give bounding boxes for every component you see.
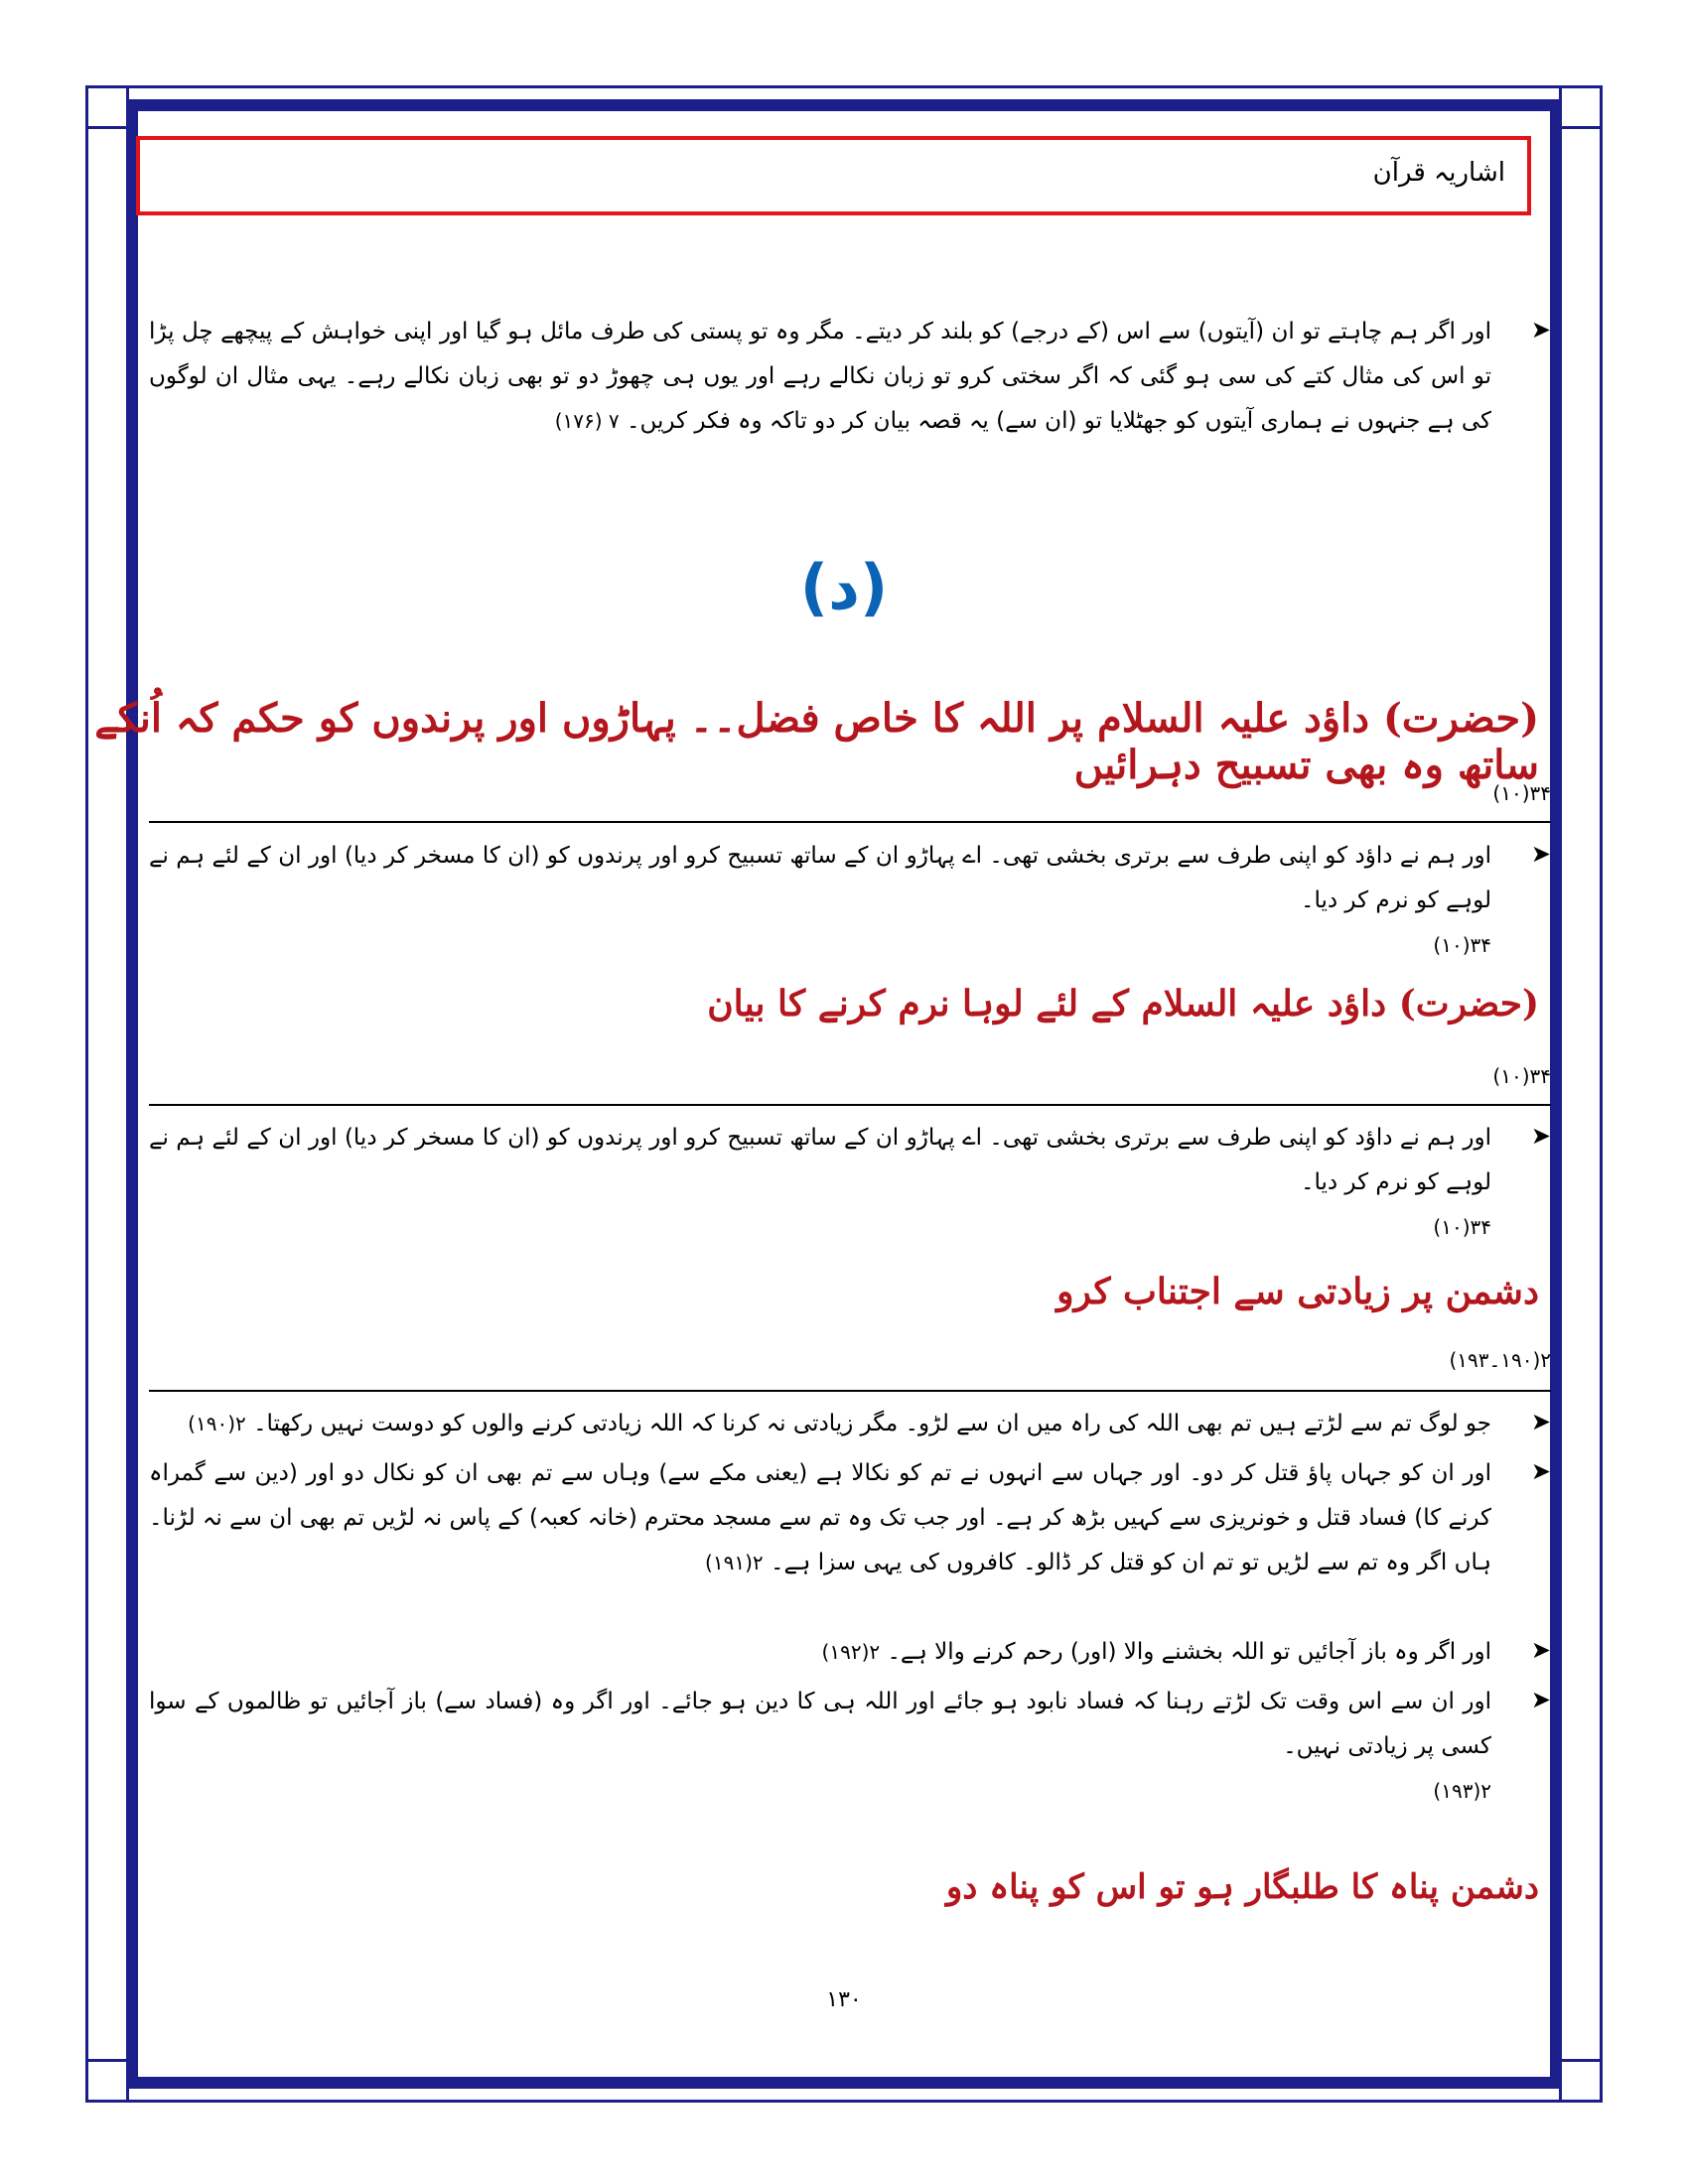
divider xyxy=(149,1390,1551,1392)
frame-corner-ornament xyxy=(1559,2059,1603,2103)
list-item xyxy=(149,1402,1551,1446)
header-title: اشاریہ قرآن xyxy=(1372,158,1505,188)
frame-corner-ornament xyxy=(1559,85,1603,129)
frame-corner-ornament xyxy=(85,2059,129,2103)
verse-ref: ۲(۱۹۰) xyxy=(188,1412,246,1435)
intro-block xyxy=(149,310,1551,444)
verse-ref: ۳۴(۱۰) xyxy=(1492,1064,1551,1088)
verse-ref: ۷ (۱۷۶) xyxy=(554,409,620,433)
bullet-arrow-icon: ➤ xyxy=(1530,1408,1551,1435)
item-text: جو لوگ تم سے لڑتے ہیں تم بھی اللہ کی راہ میں ان سے لڑو۔ مگر زیادتی نہ کرنا کہ اللہ زیادتی کرنے والوں کو دوست نہیں رکھتا۔ xyxy=(253,1411,1491,1436)
verse-ref: ۳۴(۱۰) xyxy=(1492,781,1551,805)
list-item xyxy=(149,834,1551,968)
verse-ref: ۲(۱۹۱) xyxy=(705,1551,764,1574)
section-ref-row xyxy=(149,1064,1551,1088)
section-heading: (حضرت) داؤد علیہ السلام پر اللہ کا خاص فضل۔۔ پہاڑوں اور پرندوں کو حکم کہ اُنکے ساتھ وہ بھی تسبیح دہرائیں xyxy=(94,695,1539,788)
verse-ref: ۲(۱۹۲) xyxy=(821,1640,881,1664)
section-letter: (د) xyxy=(799,551,889,623)
header-box xyxy=(136,136,1531,215)
bullet-arrow-icon: ➤ xyxy=(1530,1636,1551,1664)
bullet-arrow-icon: ➤ xyxy=(1530,840,1551,868)
section-ref-row xyxy=(149,1348,1551,1372)
bullet-arrow-icon: ➤ xyxy=(1530,1122,1551,1150)
bullet-arrow-icon: ➤ xyxy=(1530,1686,1551,1713)
intro-text: اور اگر ہم چاہتے تو ان (آیتوں) سے اس (کے درجے) کو بلند کر دیتے۔ مگر وہ تو پستی کی طرف مائل ہو گیا اور اپنی خواہش کے پیچھے چل پڑا تو اس کی مثال کتے کی سی ہو گئی کہ اگر سختی کرو تو زبان نکالے رہے اور یوں ہی چھوڑ دو تو بھی زبان نکالے رہے۔ یہی مثال ان لوگوں کی ہے جنہوں نے ہماری آیتوں کو جھٹلایا تو (ان سے) یہ قصہ بیان کر دو تاکہ وہ فکر کریں۔ ۷ (۱۷۶) xyxy=(149,319,1491,434)
bullet-arrow-icon: ➤ xyxy=(1530,316,1551,343)
section-ref-row xyxy=(149,781,1551,805)
divider xyxy=(149,821,1551,823)
item-text: اور ان کو جہاں پاؤ قتل کر دو۔ اور جہاں سے انہوں نے تم کو نکالا ہے (یعنی مکے سے) وہاں سے تم بھی ان کو نکال دو اور (دین سے گمراہ کرنے کا) فساد قتل و خونریزی سے کہیں بڑھ کر ہے۔ اور جب تک وہ تم سے مسجد محترم (خانہ کعبہ) کے پاس نہ لڑیں تم بھی ان سے نہ لڑنا۔ ہاں اگر وہ تم سے لڑیں تو تم ان کو قتل کر ڈالو۔ کافروں کی یہی سزا ہے۔ xyxy=(149,1460,1491,1575)
item-text: اور ہم نے داؤد کو اپنی طرف سے برتری بخشی تھی۔ اے پہاڑو ان کے ساتھ تسبیح کرو اور پرندوں کو (ان کا مسخر کر دیا) اور ان کے لئے ہم نے لوہے کو نرم کر دیا۔ xyxy=(149,1125,1491,1195)
list-item xyxy=(149,1451,1551,1585)
item-text: اور ہم نے داؤد کو اپنی طرف سے برتری بخشی تھی۔ اے پہاڑو ان کے ساتھ تسبیح کرو اور پرندوں کو (ان کا مسخر کر دیا) اور ان کے لئے ہم نے لوہے کو نرم کر دیا۔ xyxy=(149,843,1491,913)
verse-ref: ۳۴(۱۰) xyxy=(1433,933,1491,957)
list-item xyxy=(149,1116,1551,1250)
verse-ref: ۳۴(۱۰) xyxy=(1433,1215,1491,1239)
section-heading: دشمن پر زیادتی سے اجتناب کرو xyxy=(1056,1271,1539,1312)
list-item xyxy=(149,1630,1551,1675)
item-text: اور ان سے اس وقت تک لڑتے رہنا کہ فساد نابود ہو جائے اور اللہ ہی کا دین ہو جائے۔ اور اگر وہ (فساد سے) باز آجائیں تو ظالموں کے سوا کسی پر زیادتی نہیں۔ xyxy=(149,1689,1491,1759)
section-heading: دشمن پناہ کا طلبگار ہو تو اس کو پناہ دو xyxy=(945,1867,1539,1907)
bullet-arrow-icon: ➤ xyxy=(1530,1457,1551,1485)
item-text: اور اگر وہ باز آجائیں تو اللہ بخشنے والا (اور) رحم کرنے والا ہے۔ xyxy=(887,1639,1491,1665)
verse-ref: ۲(۱۹۳) xyxy=(1433,1779,1491,1803)
verse-ref: ۲(۱۹۰۔۱۹۳) xyxy=(1449,1348,1551,1372)
page-number: ۱۳۰ xyxy=(826,1987,862,2012)
divider xyxy=(149,1104,1551,1106)
list-item xyxy=(149,1680,1551,1814)
frame-corner-ornament xyxy=(85,85,129,129)
section-heading: (حضرت) داؤد علیہ السلام کے لئے لوہا نرم کرنے کا بیان xyxy=(707,983,1539,1024)
